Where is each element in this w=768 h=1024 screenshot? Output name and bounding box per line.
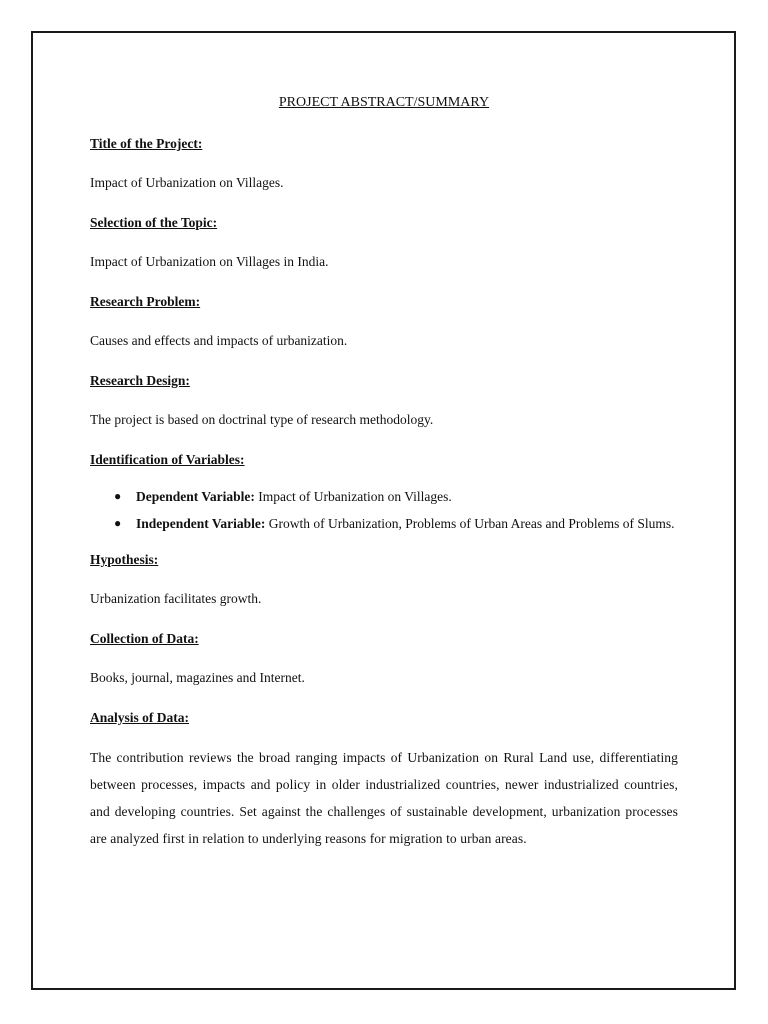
title-of-project-text: Impact of Urbanization on Villages. [90, 175, 284, 190]
collection-of-data-heading: Collection of Data: [90, 631, 199, 646]
analysis-of-data-heading: Analysis of Data: [90, 710, 190, 725]
variables-list [90, 483, 678, 537]
title-of-project-heading: Title of the Project: [90, 136, 203, 151]
bullet-icon: ● [114, 516, 122, 530]
research-problem-heading: Research Problem: [90, 294, 201, 309]
research-design-text: The project is based on doctrinal type of research methodology. [90, 412, 434, 427]
identification-of-variables-heading: Identification of Variables: [90, 452, 245, 467]
hypothesis-heading: Hypothesis: [90, 552, 159, 567]
variable-label: Dependent Variable: [136, 489, 255, 504]
hypothesis-text: Urbanization facilitates growth. [90, 591, 262, 606]
variable-text: Impact of Urbanization on Villages. [258, 489, 452, 504]
variable-text: Growth of Urbanization, Problems of Urban Areas and Problems of Slums. [268, 516, 675, 531]
list-item-dependent-variable [90, 483, 678, 510]
selection-of-topic-heading: Selection of the Topic: [90, 215, 218, 230]
collection-of-data-text: Books, journal, magazines and Internet. [90, 670, 305, 685]
list-item-independent-variable [90, 510, 678, 537]
document-title: PROJECT ABSTRACT/SUMMARY [278, 95, 490, 110]
document-body [90, 93, 678, 852]
selection-of-topic-text: Impact of Urbanization on Villages in India. [90, 254, 329, 269]
bullet-icon: ● [114, 489, 122, 503]
analysis-of-data-text: The contribution reviews the broad ranging impacts of Urbanization on Rural Land use, differentiating between processes, impacts and policy in older industrialized countries, newer industrialized countries, and developing countries. Set against the challenges of sustainable development, urbanization processes are analyzed first in relation to underlying reasons for migration to urban areas. [90, 750, 678, 846]
research-problem-text: Causes and effects and impacts of urbanization. [90, 333, 348, 348]
variable-label: Independent Variable: [136, 516, 266, 531]
research-design-heading: Research Design: [90, 373, 190, 388]
